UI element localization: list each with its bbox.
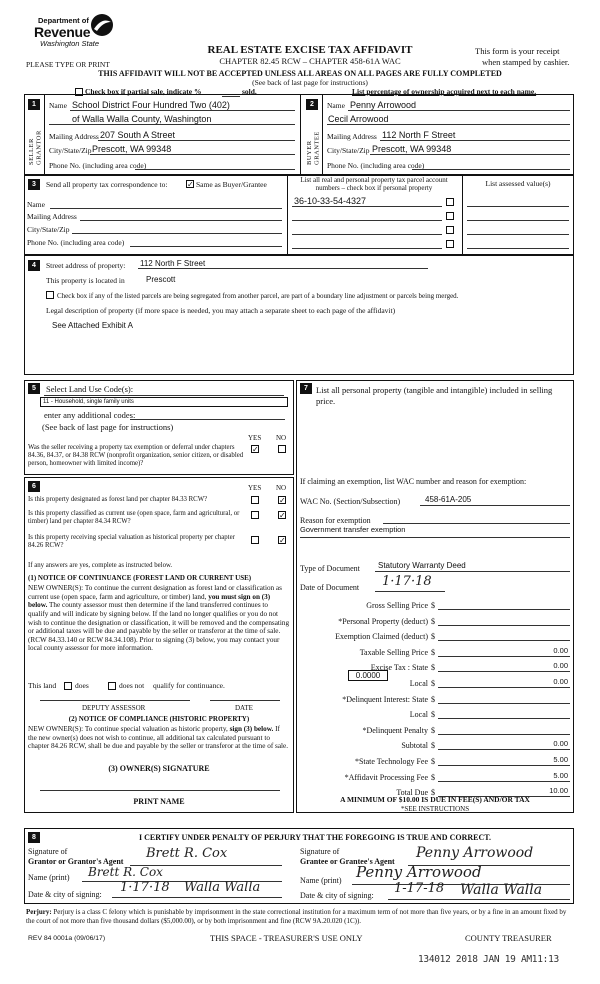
tax-row-label: *State Technology Fee [354,757,428,766]
seller-phone-label: Phone No. (including area code) [49,161,147,170]
notice-continuance-title: (1) NOTICE OF CONTINUANCE (FOREST LAND OR CURRENT USE) [28,574,252,582]
tax-row-label: Total Due [396,788,428,798]
reason-label: Reason for exemption [300,516,371,525]
grantor-name-value[interactable]: Brett R. Cox [88,865,163,879]
print-name-label: PRINT NAME [133,797,185,806]
buyer-name-2[interactable]: Cecil Arrowood [328,114,389,124]
forest-land-question: Is this property designated as forest land per chapter 84.33 RCW? [28,496,208,503]
s6-no-header: NO [276,484,287,492]
grantee-sig-of: Signature of [300,847,340,856]
current-use-yes-checkbox[interactable] [251,511,259,519]
tax-row-label: *Delinquent Penalty [362,725,428,735]
s3-phone-label: Phone No. (including area code) [27,238,125,247]
land-does-label: does [75,681,89,690]
certify-statement: I CERTIFY UNDER PENALTY OF PERJURY THAT THE FOREGOING IS TRUE AND CORRECT. [138,833,491,842]
seller-name-label: Name [49,101,67,110]
section-5-number: 5 [28,383,40,394]
tax-row-value[interactable]: 10.00 [549,786,568,796]
s3-name-label: Name [27,200,45,209]
seller-side-label: SELLER GRANTOR [28,130,43,165]
exemption-yes-checkbox[interactable]: ✓ [252,445,259,454]
tax-row-value[interactable]: 0.00 [553,739,568,749]
tax-row-dollar: $ [431,663,435,673]
notice-compliance-title: (2) NOTICE OF COMPLIANCE (HISTORIC PROPERTY) [68,715,250,723]
receipt-note-2: when stamped by cashier. [482,57,570,67]
local-rate-input[interactable] [348,670,388,681]
exemption-question: Was the seller receiving a property tax exemption or deferral under chapters 84.36, 84.37, or 84.38 RCW (nonprofit organization, senior citizen, or disabled person, homeowner with limited income)? [28,444,244,467]
qualify-label: qualify for continuance. [153,681,225,690]
s3-city-label: City/State/Zip [27,225,70,234]
form-number: REV 84 0001a (09/06/17) [28,935,106,942]
assessor-date-label: DATE [235,704,253,712]
buyer-city[interactable]: Prescott, WA 99348 [372,144,452,154]
grantor-agent-label: Grantor or Grantor's Agent [28,857,124,866]
land-use-value: 11 - Household, single family units [43,399,134,405]
print-note: PLEASE TYPE OR PRINT [26,60,110,69]
partial-sale-label: Check box if partial sale, indicate % [85,87,202,96]
see-instructions-note: *SEE INSTRUCTIONS [400,805,470,813]
historic-yes-checkbox[interactable] [251,536,259,544]
dept-line2: Revenue [34,24,91,40]
tax-row-label: Local [409,710,428,720]
perjury-note: Perjury: Perjury is a class C felony which is punishable by imprisonment in the state correctional institution for a maximum term of not more than five years, or by a fine in an amount fixed by the court of not more than five thousand dollars ($5,000.00), or by both imprisonment and fine (RCW 9A.20.020 (1C)). [26,908,567,925]
grantee-date-city-label: Date & city of signing: [300,891,374,900]
personal-property-checkbox-2[interactable] [446,212,454,220]
grantor-city-value[interactable]: Walla Walla [184,880,261,895]
legal-desc-value[interactable]: See Attached Exhibit A [52,321,133,330]
sold-label: sold. [242,87,257,96]
buyer-mail-label: Mailing Address [327,132,377,141]
wac-intro: If claiming an exemption, list WAC number and reason for exemption: [300,477,527,486]
doc-date-value[interactable]: 1·17·18 [382,574,432,589]
buyer-phone-label: Phone No. (including area code) [327,161,425,170]
reason-value[interactable]: Government transfer exemption [300,525,406,534]
seller-name-1[interactable]: School District Four Hundred Two (402) [72,100,230,110]
local-rate-value: 0.0000 [355,671,381,680]
s5-yes-header: YES [248,434,262,442]
grantor-date-value[interactable]: 1·17·18 [120,880,170,895]
grantee-agent-label: Grantee or Grantee's Agent [300,857,395,866]
street-label: Street address of property: [46,261,126,270]
dor-emblem-icon [88,13,116,37]
seller-mail-label: Mailing Address [49,132,99,141]
s3-mail-label: Mailing Address [27,212,77,221]
minimum-fee-note: A MINIMUM OF $10.00 IS DUE IN FEE(S) AND/OR TAX [340,795,530,804]
grantee-signature[interactable]: Penny Arrowood [416,845,534,861]
tax-row-label: Exemption Claimed (deduct) [335,632,428,642]
doc-date-label: Date of Document [300,583,360,592]
historic-question: Is this property receiving special valuation as historical property per chapter 84.26 RCW? [28,534,235,549]
grantee-name-value[interactable]: Penny Arrowood [356,863,482,881]
land-does-checkbox[interactable] [64,682,72,690]
tax-row-label: Local [409,679,428,688]
dor-logo [34,13,126,53]
tax-row-value[interactable]: 0.00 [553,661,568,671]
buyer-name-1[interactable]: Penny Arrowood [350,100,417,110]
if-yes-note: If any answers are yes, complete as instructed below. [28,562,173,569]
seller-mail[interactable]: 207 South A Street [100,130,176,140]
tax-row-label: Gross Selling Price [366,601,428,610]
personal-property-checkbox-3[interactable] [446,226,454,234]
wac-label: WAC No. (Section/Subsection) [300,497,401,506]
seller-city[interactable]: Prescott, WA 99348 [92,144,172,154]
segregated-checkbox[interactable] [46,291,54,299]
seller-name-2[interactable]: of Walla Walla County, Washington [72,114,212,124]
form-title: REAL ESTATE EXCISE TAX AFFIDAVIT [207,44,413,56]
street-value[interactable]: 112 North F Street [140,259,206,268]
buyer-city-label: City/State/Zip [327,146,370,155]
section-7-number: 7 [300,383,312,394]
grantee-city-value[interactable]: Walla Walla [460,882,543,898]
seller-city-label: City/State/Zip [49,146,92,155]
legal-desc-label: Legal description of property (if more space is needed, you may attach a separate sheet to each page of the affidavit) [46,306,396,315]
wac-value[interactable]: 458-61A-205 [425,495,472,504]
treasurer-stamp: 134012 2018 JAN 19 AM11:13 [418,954,559,965]
personal-property-checkbox-1[interactable] [446,198,454,206]
forest-no-checkbox[interactable]: ✓ [279,496,286,505]
buyer-name-label: Name [327,101,345,110]
tax-row-label: Subtotal [401,741,428,751]
doc-type-value[interactable]: Statutory Warranty Deed [378,561,466,570]
land-use-label: Select Land Use Code(s): [46,384,134,394]
tax-row-value[interactable]: 5.00 [553,755,568,764]
land-use-select[interactable] [40,397,288,407]
tax-row-dollar: $ [431,725,435,735]
warning-text: THIS AFFIDAVIT WILL NOT BE ACCEPTED UNLESS ALL AREAS ON ALL PAGES ARE FULLY COMPLETED [98,69,502,78]
section-4-number: 4 [28,260,40,271]
receipt-note-1: This form is your receipt [475,46,560,56]
grantee-name-label: Name (print) [300,876,342,885]
land-use-see-back: (See back of last page for instructions) [42,422,174,432]
treasurer-use-label: THIS SPACE - TREASURER'S USE ONLY [210,933,363,943]
land-does-not-label: does not [119,681,145,690]
tax-correspondence-label: Send all property tax correspondence to: [46,180,168,189]
tax-row-value[interactable]: 0.00 [553,677,568,686]
section-1-number: 1 [28,99,40,110]
deputy-assessor-label: DEPUTY ASSESSOR [82,704,146,712]
tax-row-dollar: $ [431,601,435,610]
tax-row-dollar: $ [431,632,435,642]
this-land-label: This land [28,681,57,690]
tax-row-dollar: $ [431,788,435,798]
dept-line3: Washington State [40,39,100,48]
section-8-number: 8 [28,832,40,843]
notice-continuance-body: NEW OWNER(S): To continue the current designation as forest land or classification as current use (open space, farm and agriculture, or timber) land, you must sign on (3) below. The county assessor must then determine if the land transferred continues to qualify and will indicate by signing below. If the land no longer qualifies or you do not wish to continue the designation or classification, it will be removed and the compensating or additional taxes will be due and payable by the seller or transferor at the time of sale. (RCW 84.33.140 or RCW 84.34.108). Prior to signing (3) below, you may contact your local county assessor for more information. [28,584,290,653]
personal-property-label: List all personal property (tangible and intangible) included in selling price. [316,385,553,407]
tax-row-dollar: $ [431,741,435,751]
section-6-number: 6 [28,481,40,492]
buyer-mail[interactable]: 112 North F Street [382,130,456,140]
owner-signature-label: (3) OWNER(S) SIGNATURE [108,764,210,773]
form-subtitle: CHAPTER 82.45 RCW – CHAPTER 458-61A WAC [219,56,401,66]
see-back-note: (See back of last page for instructions) [252,78,368,87]
tax-row-value[interactable]: 5.00 [553,770,568,780]
forest-yes-checkbox[interactable] [251,496,259,504]
county-treasurer-label: COUNTY TREASURER [465,933,552,943]
section-3-number: 3 [28,179,40,190]
buyer-side-label: BUYER GRANTEE [306,131,321,165]
personal-property-checkbox-4[interactable] [446,240,454,248]
tax-row-label: Taxable Selling Price [359,647,428,657]
additional-codes-label: enter any additional codes: [44,410,136,420]
same-as-buyer-checkbox[interactable]: ✓ [187,180,194,189]
tax-row-dollar: $ [431,757,435,766]
parcel-header: List all real and personal property tax parcel account numbers – check box if personal property [300,176,448,193]
tax-row-dollar: $ [431,647,435,657]
list-pct-note: List percentage of ownership acquired next to each name. [352,87,537,96]
grantor-sig-of: Signature of [28,847,68,856]
same-as-buyer-label: Same as Buyer/Grantee [196,180,267,189]
current-use-no-checkbox[interactable]: ✓ [279,511,286,520]
grantor-name-label: Name (print) [28,873,70,882]
parcel-number-1[interactable]: 36-10-33-54-4327 [294,196,367,206]
historic-no-checkbox[interactable]: ✓ [279,536,286,545]
s5-no-header: NO [276,434,287,442]
grantor-date-city-label: Date & city of signing: [28,890,102,899]
exemption-no-checkbox[interactable] [278,445,286,453]
dept-line1: Department of [38,16,89,25]
tax-row-dollar: $ [431,694,435,704]
located-label: This property is located in [46,276,125,285]
section-2-number: 2 [306,99,318,110]
tax-row-label: *Personal Property (deduct) [338,616,428,626]
current-use-question: Is this property classified as current use (open space, farm and agricultural, or timber) land per chapter 84.34 RCW? [28,510,240,525]
tax-row-dollar: $ [431,772,435,782]
tax-row-label: *Delinquent Interest: State [342,694,428,704]
doc-type-label: Type of Document [300,564,360,573]
tax-row-value[interactable]: 0.00 [553,645,568,655]
tax-row-dollar: $ [431,679,435,688]
notice-compliance-body: NEW OWNER(S): To continue special valuation as historic property, sign (3) below. If the new owner(s) does not wish to continue, all additional tax calculated pursuant to chapter 84.26 RCW, shall be due and payable by the seller or transferor at the time of sale. [28,725,288,751]
located-value[interactable]: Prescott [146,275,176,284]
tax-row-dollar: $ [431,710,435,720]
tax-row-label: Excise Tax : State [370,663,428,673]
grantor-signature[interactable]: Brett R. Cox [146,846,228,861]
segregated-label: Check box if any of the listed parcels are being segregated from another parcel, are part of a boundary line adjustment or parcels being merged. [57,292,459,300]
land-does-not-checkbox[interactable] [108,682,116,690]
s6-yes-header: YES [248,484,262,492]
grantee-date-value[interactable]: 1-17-18 [394,881,445,896]
tax-row-dollar: $ [431,616,435,626]
tax-row-label: *Affidavit Processing Fee [344,772,428,782]
assessed-header: List assessed value(s) [485,179,551,188]
